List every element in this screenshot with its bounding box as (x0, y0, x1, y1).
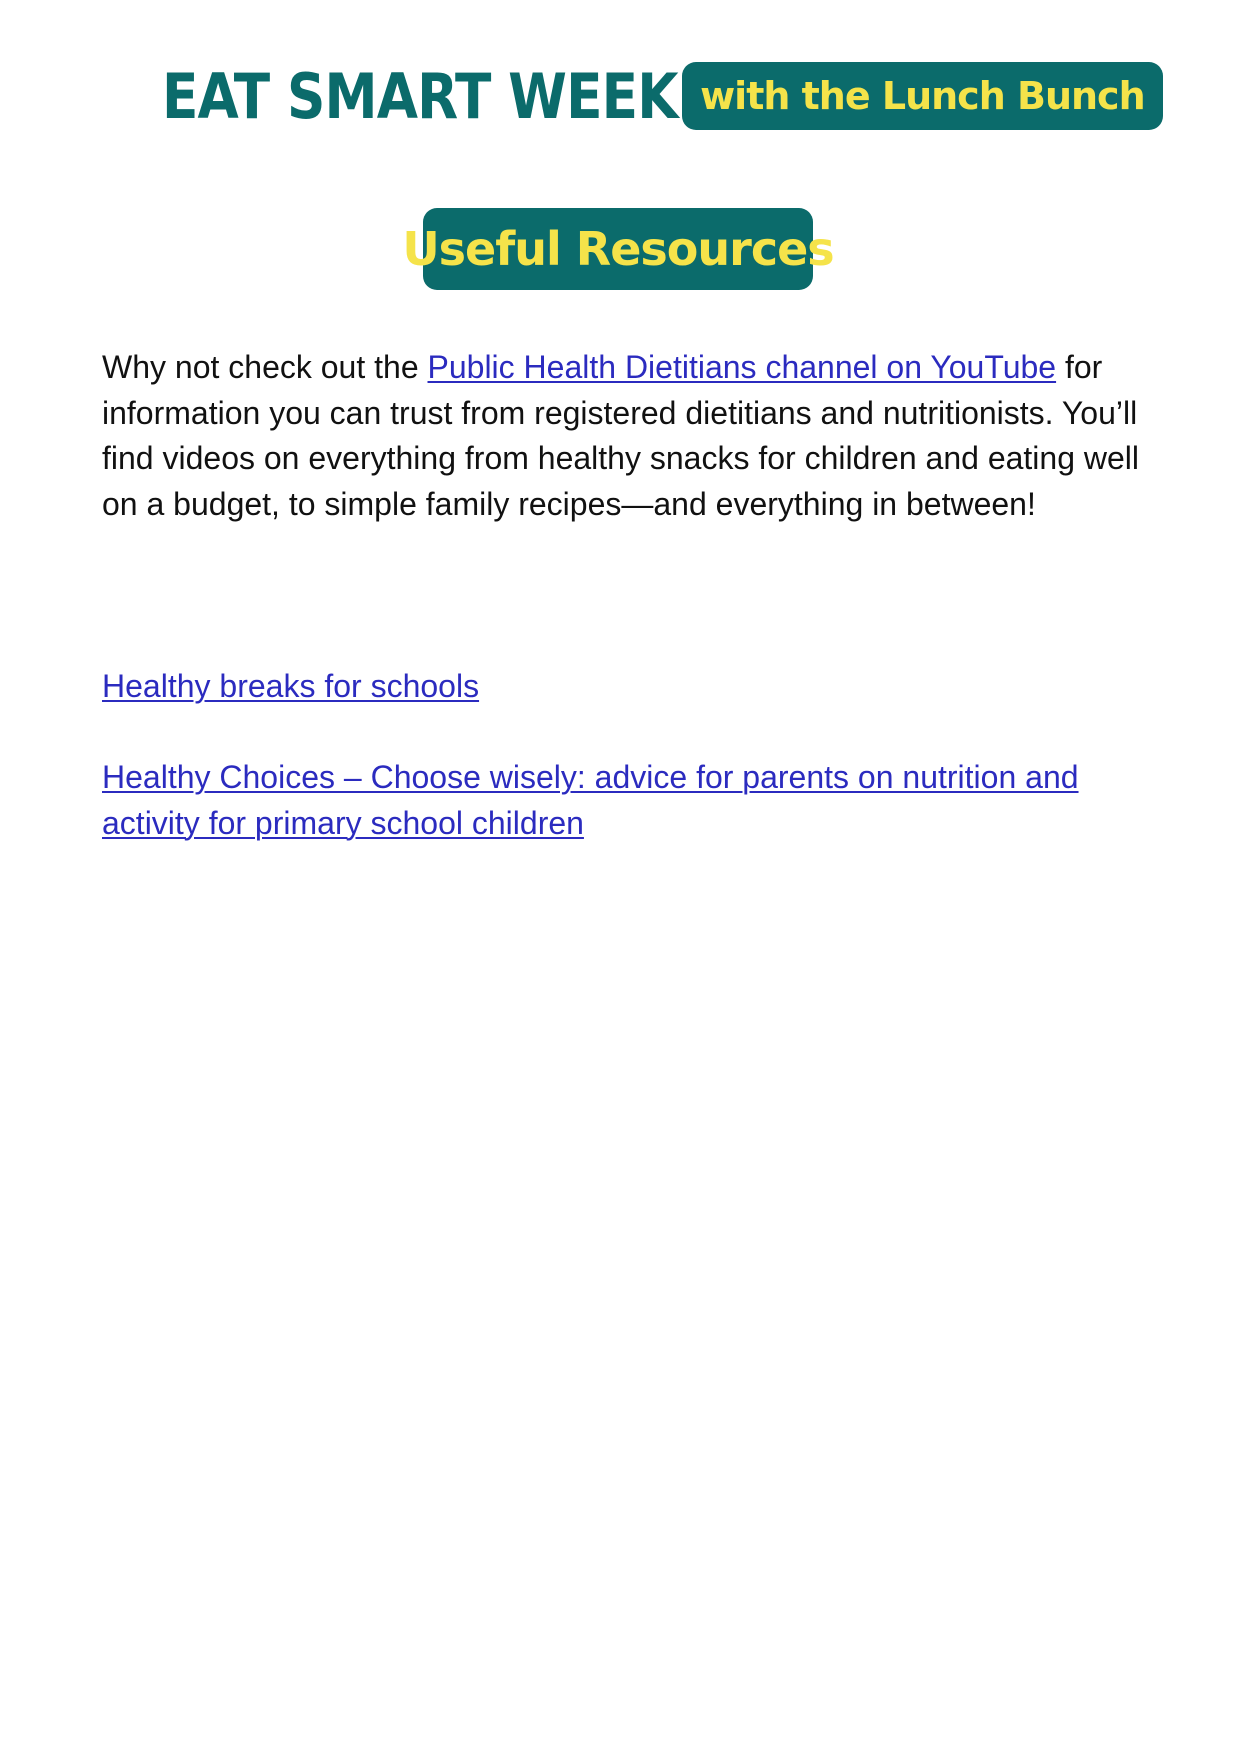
intro-paragraph (102, 345, 1142, 527)
section-heading-badge: Useful Resources (423, 208, 813, 290)
page-header (0, 56, 1241, 136)
healthy-breaks-link[interactable]: Healthy breaks for schools (102, 668, 480, 704)
healthy-choices-link[interactable]: Healthy Choices – Choose wisely: advice for parents on nutrition and activity for primary school children (102, 759, 1079, 841)
resource-link-item (102, 664, 1142, 710)
intro-lead-text: Why not check out the (102, 349, 428, 385)
intro-body-text: for information you can trust from registered dietitians and nutritionists. You’ll find videos on everything from healthy snacks for children and eating well on a budget, to simple family recipes—and everything in between! (102, 349, 1140, 522)
youtube-channel-link[interactable]: Public Health Dietitians channel on YouTube (427, 349, 1057, 385)
resource-link-item (102, 755, 1142, 846)
page-title: EAT SMART WEEK (162, 59, 679, 133)
subtitle-badge: with the Lunch Bunch (682, 62, 1163, 130)
